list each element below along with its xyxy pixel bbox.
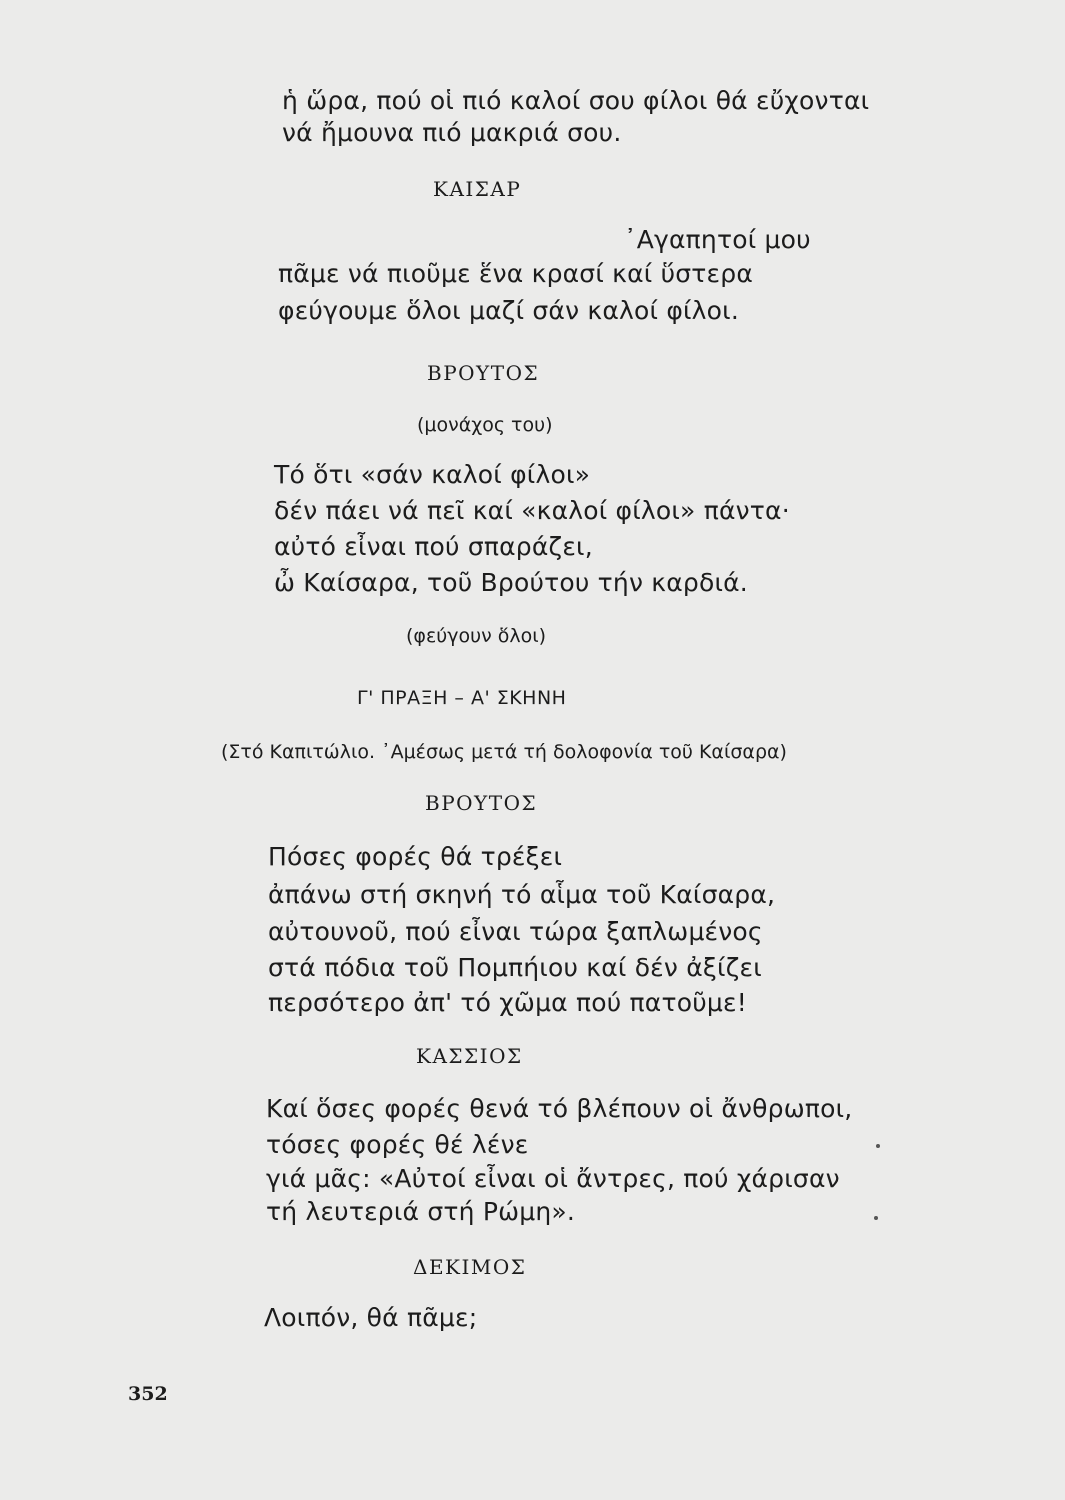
speaker-name: ΚΑΙΣΑΡ xyxy=(433,177,522,201)
verse-line: ἀπάνω στή σκηνή τό αἷμα τοῦ Καίσαρα, xyxy=(268,880,776,909)
verse-line: Τό ὅτι «σάν καλοί φίλοι» xyxy=(274,460,591,489)
verse-line: περσότερο ἀπ' τό χῶμα πού πατοῦμε! xyxy=(268,988,747,1017)
verse-line: γιά μᾶς: «Αὐτοί εἶναι οἱ ἄντρες, πού χάρισαν xyxy=(266,1164,840,1193)
speck-mark xyxy=(876,1144,880,1148)
verse-line: τή λευτεριά στή Ρώμη». xyxy=(266,1197,576,1226)
verse-line: Λοιπόν, θά πᾶμε; xyxy=(264,1303,478,1332)
verse-line: ἡ ὥρα, πού οἱ πιό καλοί σου φίλοι θά εὔχονται xyxy=(282,86,870,115)
stage-direction: (Στό Καπιτώλιο. ᾿Αμέσως μετά τή δολοφονία τοῦ Καίσαρα) xyxy=(221,741,787,763)
verse-line: ᾿Αγαπητοί μου xyxy=(624,225,811,254)
verse-line: Πόσες φορές θά τρέξει xyxy=(268,842,563,871)
verse-line: νά ἤμουνα πιό μακριά σου. xyxy=(282,118,622,147)
verse-line: αὐτουνοῦ, πού εἶναι τώρα ξαπλωμένος xyxy=(268,917,763,946)
speaker-name: ΒΡΟΥΤΟΣ xyxy=(425,791,538,815)
verse-line: στά πόδια τοῦ Πομπήιου καί δέν ἀξίζει xyxy=(268,953,762,982)
stage-direction: (μονάχος του) xyxy=(417,414,553,436)
speaker-name: ΚΑΣΣΙΟΣ xyxy=(416,1044,523,1068)
verse-line: αὐτό εἶναι πού σπαράζει, xyxy=(274,532,593,561)
verse-line: φεύγουμε ὅλοι μαζί σάν καλοί φίλοι. xyxy=(278,296,739,325)
verse-line: πᾶμε νά πιοῦμε ἕνα κρασί καί ὕστερα xyxy=(278,259,754,288)
speaker-name: ΒΡΟΥΤΟΣ xyxy=(427,361,540,385)
speaker-name: ΔΕΚΙΜΟΣ xyxy=(413,1255,527,1279)
verse-line: τόσες φορές θέ λένε xyxy=(266,1130,529,1159)
verse-line: Καί ὅσες φορές θενά τό βλέπουν οἱ ἄνθρωποι, xyxy=(266,1094,853,1123)
verse-line: δέν πάει νά πεῖ καί «καλοί φίλοι» πάντα· xyxy=(274,496,790,525)
stage-direction: (φεύγουν ὅλοι) xyxy=(406,625,547,647)
scene-heading: Γ' ΠΡΑΞΗ – Α' ΣΚΗΝΗ xyxy=(357,687,567,709)
verse-line: ὦ Καίσαρα, τοῦ Βρούτου τήν καρδιά. xyxy=(274,568,748,597)
speck-mark xyxy=(874,1216,878,1220)
page-number: 352 xyxy=(128,1383,168,1405)
